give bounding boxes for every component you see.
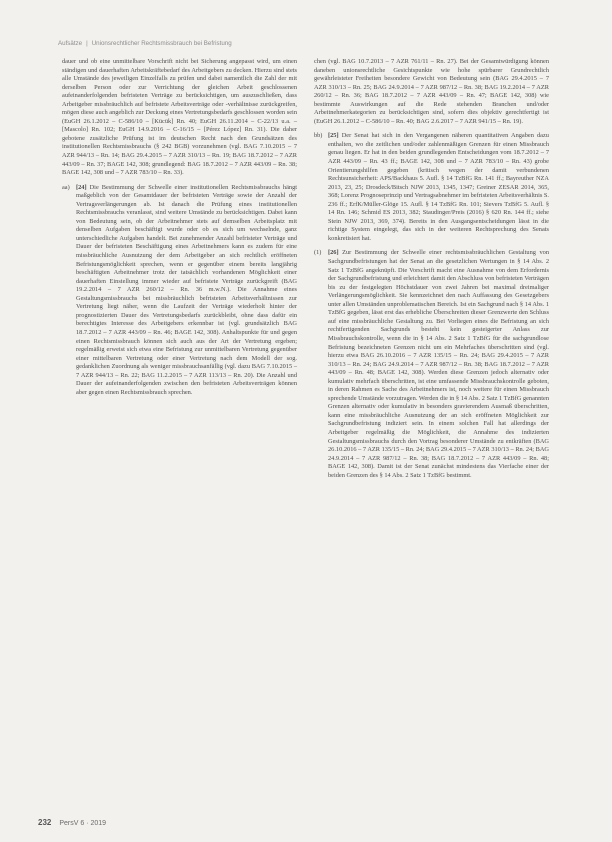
paragraph-24-text: Die Bestimmung der Schwelle einer institutionellen Rechtsmissbrauchs hängt maßgeblich von der Gesamtdauer der befristeten Verträge sowie der Anzahl der Vertragsverlängerungen ab. Ist danach die Prüfung eines institutionellen Rechtsmissbrauchs veranlasst, sind weitere Umstände zu berücksichtigen. Dabei kann von Bedeutung sein, ob der Arbeitnehmer stets auf demselben Arbeitsplatz mit denselben Aufgaben beschäftigt wurde oder ob es sich um wechselnde, ganz unterschiedliche Aufgaben handelt. Bei zunehmender Anzahl befristeter Verträge und Dauer der befristeten Beschäftigung eines Arbeitnehmers kann es zudem für eine missbräuchliche Ausnutzung der dem Arbeitgeber an sich rechtlich eröffneten Befristungsmöglichkeit sprechen, wenn er gegenüber einem bereits langjährig beschäftigten Arbeitnehmer trotz der tatsächlich vorhandenen Möglichkeit einer dauerhaften Einstellung immer wieder auf befristete Verträge zurückgreift (BAG 19.2.2014 – 7 AZR 260/12 – Rn. 36 m.w.N.). Die Annahme eines Gestaltungsmissbrauchs bei missbräuchlich befristeten Arbeitsverhältnissen zur Vertretung liegt näher, wenn die Laufzeit der Verträge wiederholt hinter der prognostizierten Dauer des Vertretungsbedarfs zurückbleibt, ohne dass dafür ein berechtigtes Interesse des Arbeitgebers erkennbar ist (vgl. grundsätzlich BAG 18.7.2012 – 7 AZR 443/09 – Rn. 46; BAGE 142, 308). Anhaltspunkte für und gegen einen Rechtsmissbrauch können sich auch aus der Art der Vertretung ergeben; regelmäßig erweist sich etwa eine Befristung zur unmittelbaren Vertretung gegenüber einer mittelbaren Vertretung oder einer Vertretung nach dem Modell der sog. gedanklichen Zuordnung als weniger missbrauchsanfällig (vgl. dazu BAG 7.10.2015 – 7 AZR 944/13 – Rn. 22; BAG 11.2.2015 – 7 AZR 113/13 – Rn. 20). Die Anzahl und Dauer der aufeinanderfolgenden zwischen den befristeten Arbeitsverträgen können aber gegen einen Rechtsmissbrauch sprechen. bbox=[76, 183, 298, 396]
paragraph-26-label: (1) bbox=[314, 249, 322, 257]
running-header bbox=[58, 40, 558, 47]
paragraph-25-number: [25] bbox=[328, 132, 339, 140]
header-title: Unionsrechtlicher Rechtsmissbrauch bei Befristung bbox=[91, 40, 232, 47]
header-category: Aufsätze bbox=[58, 40, 83, 47]
right-intro-paragraph: chen (vgl. BAG 10.7.2013 – 7 AZR 761/11 – Rn. 27). Bei der Gesamtwürdigung können daneben unionsrechtliche Gesichtspunkte wie hohe spürbarer Grundrechtlich gewährleisteter Freiheiten besondere Gewicht von Bedeutung sein (BAG 29.4.2015 – 7 AZR 310/13 – Rn. 25; BAG 24.9.2014 – 7 AZR 987/12 – Rn. 38; BAG 19.2.2014 – 7 AZR 260/12 – Rn. 36; BAG 18.7.2012 – 7 AZR 443/09 – Rn. 47; BAGE 142, 308) wie bestimmte Auswirkungen auf die Rede stehenden Branchen und/oder Arbeitnehmerkategorien zu berücksichtigen sind, sofern dies objektiv gerechtfertigt ist (EuGH 26.1.2012 – C-586/10 – Rn. 40; BAG 2.6.2017 – 7 AZR 941/15 – Rn. 19). bbox=[314, 58, 549, 125]
paragraph-26 bbox=[314, 249, 549, 480]
paragraph-24-label: aa) bbox=[62, 183, 70, 191]
header-separator: | bbox=[86, 40, 88, 47]
paragraph-25-text: Der Senat hat sich in den Vergangenen näheren quantitativen Angaben dazu enthalten, wo die zeitlichen und/oder zahlenmäßigen Grenzen für einen Missbrauch genau liegen. Er hat in den beiden grundlegenden Entscheidungen vom 18.7.2012 – 7 AZR 443/09 – Rn. 43 ff.; BAGE 142, 308 und – 7 AZR 783/10 – Rn. 43) grobe Orientierungshilfen gegeben (kritisch wegen der damit verbundenen Rechtsunsicherheit: APS/Backhaus 5. Aufl. § 14 TzBfG Rn. 141 ff.; Bayreuther NZA 2013, 23, 25; Drosdeck/Bitsch NJW 2013, 1345, 1347; Greiner ZESAR 2014, 365, 368; Lorenz Prognoseprinzip und Vertragsabnehmer im befristeten Arbeitsverhältnis S. 236 ff.; ErfK/Müller-Glöge 15. Aufl. § 14 TzBfG Rn. 101; Sievers TzBfG 5. Aufl. § 14 Rn. 146; Schmid ES 2013, 382; Staudinger/Preis (2016) § 620 Rn. 144 ff.; siehe Stein NJW 2013, 369, 374). Bereits in den Ausgangsentscheidungen lässt in die richtige System eingelegt, das sich in der weiteren Rechtsprechung des Senats konkretisiert hat. bbox=[328, 132, 549, 242]
paragraph-24-number: [24] bbox=[76, 183, 87, 191]
journal-reference: PersV 6 · 2019 bbox=[59, 820, 107, 827]
right-column bbox=[314, 58, 549, 486]
page-number: 232 bbox=[38, 818, 52, 827]
paragraph-25-label: bb) bbox=[314, 132, 323, 140]
paragraph-24 bbox=[62, 184, 297, 398]
paragraph-26-number: [26] bbox=[328, 249, 339, 257]
paragraph-25 bbox=[314, 132, 549, 243]
page-footer bbox=[38, 818, 106, 827]
paragraph-26-text: Zur Bestimmung der Schwelle einer rechtsmissbräuchlichen Gestaltung von Sachgrundbefristungen hat der Senat an die gesetzlichen Wertungen in § 14 Abs. 2 Satz 1 TzBfG angeknüpft. Die Vorschrift macht eine Ausnahme von dem Erfordernis der Sachgrundbefristung und erleichtert damit den Abschluss von befristeten Verträgen bis zu der festgelegten Höchstdauer von zwei Jahren bei maximal dreimaliger Verlängerungsmöglichkeit. Sie kennzeichnet den nach Auffassung des Gesetzgebers unter allen Umständen unproblematischen Bereich. Ist ein Sachgrund nach § 14 Abs. 1 TzBfG gegeben, lässt erst das erhebliche Überschreiten dieser Grenzwerte den Schluss auf eine missbräuchliche Gestaltung zu. Bei Vorliegen eines die Befristung an sich rechtfertigenden Sachgrunds besteht kein gesteigerter Anlass zur Missbrauchskontrolle, wenn die in § 14 Abs. 2 Satz 1 TzBfG für die sachgrundlose Befristung bezeichneten Grenzen nicht um ein Mehrfaches überschritten sind (vgl. hierzu etwa BAG 26.10.2016 – 7 AZR 135/15 – Rn. 24; BAG 29.4.2015 – 7 AZR 310/13 – Rn. 24; BAG 24.9.2014 – 7 AZR 987/12 – Rn. 38; BAG 18.7.2012 – 7 AZR 443/09 – Rn. 48; BAGE 142, 308). Werden diese Grenzen jedoch alternativ oder kumulativ mehrfach überschritten, ist eine umfassende Missbrauchskontrolle geboten, in deren Rahmen es Sache des Arbeitnehmers ist, noch weitere für einen Missbrauch sprechende Umstände vorzutragen. Werden die in § 14 Abs. 2 Satz 1 TzBfG genannten Grenzen alternativ oder kumulativ in besonders gravierendem Ausmaß überschritten, kann eine missbräuchliche Ausnutzung der an sich eröffneten Möglichkeit zur Sachgrundbefristung indiziert sein. In einem solchen Fall hat allerdings der Arbeitgeber regelmäßig die Möglichkeit, die Annahme des indizierten Gestaltungsmissbrauchs durch den Vortrag besonderer Umstände zu entkräften (BAG 26.10.2016 – 7 AZR 135/15 – Rn. 24; BAG 29.4.2015 – 7 AZR 310/13 – Rn. 24; BAG 24.9.2014 – 7 AZR 987/12 – Rn. 38; BAG 18.7.2012 – 7 AZR 443/09 – Rn. 48; BAGE 142, 308). Damit ist der Senat zunächst mindestens das Vierfache einer der beiden Grenzen des § 14 Abs. 2 Satz 1 TzBfG bestimmt. bbox=[328, 249, 549, 479]
left-intro-paragraph: dauer und ob eine unmittelbare Vorschrift nicht bei Sicherung angepasst wird, um einen ständigen und dauerhaften Arbeitskräftebedarf des Arbeitgebers zu decken. Hierzu sind stets alle Umstände des jeweiligen Einzelfalls zu prüfen und dabei namentlich die Zahl der mit derselben Person oder zur Verrichtung der gleichen Arbeit geschlossenen aufeinanderfolgenden befristeten Verträge zu berücksichtigen, um auszuschließen, dass Arbeitgeber missbräuchlich auf befristete Arbeitsverträge oder -verhältnisse zurückgreifen, mögen diese auch angeblich zur Deckung eines Vertretungsbedarfs geschlossen worden sein (EuGH 26.1.2012 – C-586/10 – [Kücük] Rn. 40; EuGH 26.11.2014 – C-22/13 u.a. – [Mascolo] Rn. 102; EuGH 14.9.2016 – C-16/15 – [Pérez López] Rn. 31). Die daher gebotene zusätzliche Prüfung ist im deutschen Recht nach den Grundsätzen des institutionellen Rechtsmissbrauchs (§ 242 BGB) vorzunehmen (vgl. BAG 7.10.2015 – 7 AZR 944/13 – Rn. 14; BAG 29.4.2015 – 7 AZR 310/13 – Rn. 19; BAG 18.7.2012 – 7 AZR 443/09 – Rn. 37; BAGE 142, 308; grundlegend: BAG 18.7.2012 – 7 AZR 443/09 – Rn. 38; BAGE 142, 308 und – 7 AZR 783/10 – Rn. 33). bbox=[62, 58, 297, 177]
left-column bbox=[62, 58, 297, 403]
